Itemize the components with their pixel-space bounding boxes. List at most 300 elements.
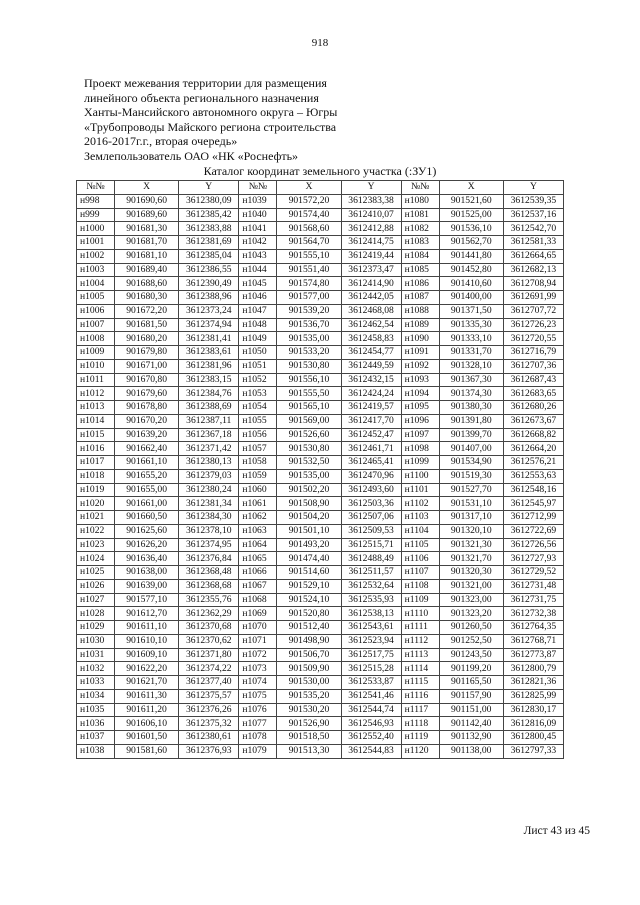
point-id-cell: н1107 [401,566,439,580]
y-coordinate-cell: 3612726,56 [503,538,563,552]
x-coordinate-cell: 901626,20 [115,538,179,552]
table-row [77,208,564,222]
x-coordinate-cell: 901320,30 [439,566,503,580]
table-row [77,442,564,456]
y-coordinate-cell: 3612552,40 [341,731,401,745]
x-coordinate-cell: 901556,10 [277,373,341,387]
y-coordinate-cell: 3612468,08 [341,304,401,318]
y-coordinate-cell: 3612370,62 [179,634,239,648]
x-coordinate-cell: 901410,60 [439,277,503,291]
point-id-cell: н1110 [401,607,439,621]
point-id-cell: н1022 [77,524,115,538]
y-coordinate-cell: 3612523,94 [341,634,401,648]
x-coordinate-cell: 901518,50 [277,731,341,745]
point-id-cell: н1120 [401,744,439,758]
y-coordinate-cell: 3612511,57 [341,566,401,580]
y-coordinate-cell: 3612384,30 [179,511,239,525]
point-id-cell: н1112 [401,634,439,648]
table-row [77,648,564,662]
x-coordinate-cell: 901441,80 [439,249,503,263]
x-coordinate-cell: 901621,70 [115,676,179,690]
point-id-cell: н1106 [401,552,439,566]
y-coordinate-cell: 3612449,59 [341,359,401,373]
header-line: Землепользователь ОАО «НК «Роснефть» [84,148,299,163]
point-id-cell: н1087 [401,291,439,305]
y-coordinate-cell: 3612553,63 [503,469,563,483]
point-id-cell: н1103 [401,511,439,525]
x-coordinate-cell: 901690,60 [115,194,179,208]
x-coordinate-cell: 901661,00 [115,497,179,511]
point-id-cell: н1000 [77,222,115,236]
y-coordinate-cell: 3612376,84 [179,552,239,566]
x-coordinate-cell: 901493,20 [277,538,341,552]
y-coordinate-cell: 3612462,54 [341,318,401,332]
point-id-cell: н1113 [401,648,439,662]
point-id-cell: н1058 [239,456,277,470]
y-coordinate-cell: 3612384,76 [179,387,239,401]
y-coordinate-cell: 3612368,68 [179,579,239,593]
table-row [77,703,564,717]
y-coordinate-cell: 3612410,07 [341,208,401,222]
point-id-cell: н1054 [239,401,277,415]
y-coordinate-cell: 3612830,17 [503,703,563,717]
point-id-cell: н1042 [239,236,277,250]
header-line: Ханты-Мансийского автономного округа – Югры [84,105,338,120]
point-id-cell: н1044 [239,263,277,277]
y-coordinate-cell: 3612488,49 [341,552,401,566]
y-coordinate-cell: 3612379,03 [179,469,239,483]
x-coordinate-cell: 901681,10 [115,249,179,263]
x-coordinate-cell: 901520,80 [277,607,341,621]
x-coordinate-cell: 901565,10 [277,401,341,415]
y-coordinate-cell: 3612539,35 [503,194,563,208]
point-id-cell: н1026 [77,579,115,593]
page-number: 918 [311,37,329,49]
y-coordinate-cell: 3612381,69 [179,236,239,250]
x-coordinate-cell: 901681,30 [115,222,179,236]
x-coordinate-cell: 901529,10 [277,579,341,593]
x-coordinate-cell: 901157,90 [439,689,503,703]
table-row [77,263,564,277]
point-id-cell: н1045 [239,277,277,291]
x-coordinate-cell: 901506,70 [277,648,341,662]
x-coordinate-cell: 901574,40 [277,208,341,222]
table-row [77,277,564,291]
table-body [77,194,564,758]
x-coordinate-cell: 901508,90 [277,497,341,511]
point-id-cell: н1020 [77,497,115,511]
table-row [77,717,564,731]
x-coordinate-cell: 901680,30 [115,291,179,305]
x-coordinate-cell: 901474,40 [277,552,341,566]
x-coordinate-cell: 901689,60 [115,208,179,222]
x-coordinate-cell: 901317,10 [439,511,503,525]
point-id-cell: н1098 [401,442,439,456]
y-coordinate-cell: 3612691,99 [503,291,563,305]
table-row [77,318,564,332]
point-id-cell: н1004 [77,277,115,291]
x-coordinate-cell: 901513,30 [277,744,341,758]
x-coordinate-cell: 901243,50 [439,648,503,662]
x-coordinate-cell: 901391,80 [439,414,503,428]
table-header-row [77,181,564,195]
y-coordinate-cell: 3612375,32 [179,717,239,731]
point-id-cell: н1084 [401,249,439,263]
x-coordinate-cell: 901533,20 [277,346,341,360]
y-coordinate-cell: 3612732,38 [503,607,563,621]
point-id-cell: н1090 [401,332,439,346]
x-coordinate-cell: 901530,20 [277,703,341,717]
x-coordinate-cell: 901662,40 [115,442,179,456]
y-coordinate-cell: 3612367,18 [179,428,239,442]
x-coordinate-cell: 901165,50 [439,676,503,690]
table-row [77,689,564,703]
point-id-cell: н1009 [77,346,115,360]
point-id-cell: н1064 [239,538,277,552]
point-id-cell: н1060 [239,483,277,497]
point-id-cell: н1011 [77,373,115,387]
table-row [77,222,564,236]
x-coordinate-cell: 901521,60 [439,194,503,208]
point-id-cell: н1088 [401,304,439,318]
point-id-cell: н1115 [401,676,439,690]
x-coordinate-cell: 901525,00 [439,208,503,222]
point-id-cell: н1071 [239,634,277,648]
table-row [77,634,564,648]
point-id-cell: н1083 [401,236,439,250]
point-id-cell: н1036 [77,717,115,731]
x-coordinate-cell: 901539,20 [277,304,341,318]
x-coordinate-cell: 901504,20 [277,511,341,525]
y-coordinate-cell: 3612683,65 [503,387,563,401]
point-id-cell: н1017 [77,456,115,470]
point-id-cell: н1034 [77,689,115,703]
x-coordinate-cell: 901534,90 [439,456,503,470]
y-coordinate-cell: 3612381,96 [179,359,239,373]
y-coordinate-cell: 3612542,70 [503,222,563,236]
x-coordinate-cell: 901609,10 [115,648,179,662]
point-id-cell: н1002 [77,249,115,263]
y-coordinate-cell: 3612385,42 [179,208,239,222]
y-coordinate-cell: 3612503,36 [341,497,401,511]
x-coordinate-cell: 901138,00 [439,744,503,758]
point-id-cell: н1006 [77,304,115,318]
y-coordinate-cell: 3612673,67 [503,414,563,428]
table-row [77,236,564,250]
y-coordinate-cell: 3612726,23 [503,318,563,332]
x-coordinate-cell: 901335,30 [439,318,503,332]
x-coordinate-cell: 901679,80 [115,346,179,360]
x-coordinate-cell: 901333,10 [439,332,503,346]
point-id-cell: н1016 [77,442,115,456]
point-id-cell: н1101 [401,483,439,497]
x-coordinate-cell: 901502,20 [277,483,341,497]
table-row [77,373,564,387]
header-line: 2016-2017г.г., вторая очередь» [84,134,238,149]
y-coordinate-cell: 3612470,96 [341,469,401,483]
y-coordinate-cell: 3612722,69 [503,524,563,538]
document-header [84,76,584,164]
y-coordinate-cell: 3612576,21 [503,456,563,470]
y-coordinate-cell: 3612800,45 [503,731,563,745]
x-coordinate-cell: 901581,60 [115,744,179,758]
point-id-cell: н1067 [239,579,277,593]
y-coordinate-cell: 3612731,48 [503,579,563,593]
x-coordinate-cell: 901530,00 [277,676,341,690]
point-id-cell: н1093 [401,373,439,387]
column-header: №№ [401,181,439,195]
x-coordinate-cell: 901321,00 [439,579,503,593]
x-coordinate-cell: 901535,00 [277,332,341,346]
x-coordinate-cell: 901524,10 [277,593,341,607]
x-coordinate-cell: 901530,80 [277,359,341,373]
point-id-cell: н1051 [239,359,277,373]
x-coordinate-cell: 901555,50 [277,387,341,401]
point-id-cell: н1040 [239,208,277,222]
point-id-cell: н999 [77,208,115,222]
point-id-cell: н1094 [401,387,439,401]
point-id-cell: н1077 [239,717,277,731]
x-coordinate-cell: 901532,50 [277,456,341,470]
point-id-cell: н1082 [401,222,439,236]
point-id-cell: н1108 [401,579,439,593]
point-id-cell: н1104 [401,524,439,538]
table-row [77,469,564,483]
y-coordinate-cell: 3612720,55 [503,332,563,346]
column-header: X [439,181,503,195]
x-coordinate-cell: 901564,70 [277,236,341,250]
x-coordinate-cell: 901610,10 [115,634,179,648]
point-id-cell: н1025 [77,566,115,580]
y-coordinate-cell: 3612544,74 [341,703,401,717]
y-coordinate-cell: 3612390,49 [179,277,239,291]
y-coordinate-cell: 3612517,75 [341,648,401,662]
x-coordinate-cell: 901611,10 [115,621,179,635]
y-coordinate-cell: 3612541,46 [341,689,401,703]
table-row [77,387,564,401]
y-coordinate-cell: 3612707,72 [503,304,563,318]
table-row [77,428,564,442]
y-coordinate-cell: 3612664,65 [503,249,563,263]
point-id-cell: н1063 [239,524,277,538]
x-coordinate-cell: 901526,90 [277,717,341,731]
point-id-cell: н1095 [401,401,439,415]
x-coordinate-cell: 901689,40 [115,263,179,277]
y-coordinate-cell: 3612727,93 [503,552,563,566]
y-coordinate-cell: 3612687,43 [503,373,563,387]
y-coordinate-cell: 3612380,24 [179,483,239,497]
x-coordinate-cell: 901328,10 [439,359,503,373]
x-coordinate-cell: 901569,00 [277,414,341,428]
x-coordinate-cell: 901252,50 [439,634,503,648]
y-coordinate-cell: 3612376,93 [179,744,239,758]
y-coordinate-cell: 3612465,41 [341,456,401,470]
point-id-cell: н1074 [239,676,277,690]
x-coordinate-cell: 901536,70 [277,318,341,332]
point-id-cell: н1117 [401,703,439,717]
x-coordinate-cell: 901380,30 [439,401,503,415]
point-id-cell: н1035 [77,703,115,717]
x-coordinate-cell: 901655,00 [115,483,179,497]
x-coordinate-cell: 901527,70 [439,483,503,497]
x-coordinate-cell: 901661,10 [115,456,179,470]
y-coordinate-cell: 3612414,90 [341,277,401,291]
y-coordinate-cell: 3612509,53 [341,524,401,538]
y-coordinate-cell: 3612381,41 [179,332,239,346]
x-coordinate-cell: 901670,20 [115,414,179,428]
x-coordinate-cell: 901611,30 [115,689,179,703]
point-id-cell: н1052 [239,373,277,387]
y-coordinate-cell: 3612368,48 [179,566,239,580]
point-id-cell: н1080 [401,194,439,208]
y-coordinate-cell: 3612712,99 [503,511,563,525]
x-coordinate-cell: 901530,80 [277,442,341,456]
table-caption: Каталог координат земельного участка (:ЗУ1) [203,164,437,178]
x-coordinate-cell: 901452,80 [439,263,503,277]
x-coordinate-cell: 901374,30 [439,387,503,401]
x-coordinate-cell: 901568,60 [277,222,341,236]
point-id-cell: н1037 [77,731,115,745]
point-id-cell: н1096 [401,414,439,428]
y-coordinate-cell: 3612543,61 [341,621,401,635]
x-coordinate-cell: 901367,30 [439,373,503,387]
x-coordinate-cell: 901681,50 [115,318,179,332]
x-coordinate-cell: 901323,20 [439,607,503,621]
point-id-cell: н1119 [401,731,439,745]
point-id-cell: н1018 [77,469,115,483]
point-id-cell: н1005 [77,291,115,305]
y-coordinate-cell: 3612381,34 [179,497,239,511]
y-coordinate-cell: 3612419,44 [341,249,401,263]
y-coordinate-cell: 3612825,99 [503,689,563,703]
column-header: Y [341,181,401,195]
point-id-cell: н1007 [77,318,115,332]
y-coordinate-cell: 3612432,15 [341,373,401,387]
point-id-cell: н1031 [77,648,115,662]
x-coordinate-cell: 901199,20 [439,662,503,676]
table-row [77,744,564,758]
point-id-cell: н1075 [239,689,277,703]
y-coordinate-cell: 3612375,57 [179,689,239,703]
point-id-cell: н1050 [239,346,277,360]
y-coordinate-cell: 3612664,20 [503,442,563,456]
y-coordinate-cell: 3612729,52 [503,566,563,580]
y-coordinate-cell: 3612680,26 [503,401,563,415]
y-coordinate-cell: 3612764,35 [503,621,563,635]
column-header: Y [179,181,239,195]
y-coordinate-cell: 3612380,09 [179,194,239,208]
point-id-cell: н1048 [239,318,277,332]
x-coordinate-cell: 901535,20 [277,689,341,703]
point-id-cell: н1065 [239,552,277,566]
y-coordinate-cell: 3612515,71 [341,538,401,552]
y-coordinate-cell: 3612383,15 [179,373,239,387]
point-id-cell: н1072 [239,648,277,662]
table-row [77,676,564,690]
header-line: линейного объекта регионального назначения [84,90,319,105]
point-id-cell: н1023 [77,538,115,552]
point-id-cell: н1033 [77,676,115,690]
coordinates-table [76,180,564,759]
x-coordinate-cell: 901681,70 [115,236,179,250]
point-id-cell: н1109 [401,593,439,607]
y-coordinate-cell: 3612355,76 [179,593,239,607]
point-id-cell: н1089 [401,318,439,332]
x-coordinate-cell: 901655,20 [115,469,179,483]
point-id-cell: н1010 [77,359,115,373]
table-row [77,552,564,566]
point-id-cell: н1001 [77,236,115,250]
point-id-cell: н1038 [77,744,115,758]
x-coordinate-cell: 901551,40 [277,263,341,277]
y-coordinate-cell: 3612544,83 [341,744,401,758]
point-id-cell: н1114 [401,662,439,676]
y-coordinate-cell: 3612532,64 [341,579,401,593]
table-row [77,607,564,621]
x-coordinate-cell: 901639,20 [115,428,179,442]
point-id-cell: н1043 [239,249,277,263]
y-coordinate-cell: 3612668,82 [503,428,563,442]
x-coordinate-cell: 901555,10 [277,249,341,263]
x-coordinate-cell: 901660,50 [115,511,179,525]
y-coordinate-cell: 3612362,29 [179,607,239,621]
table-row [77,524,564,538]
y-coordinate-cell: 3612383,38 [341,194,401,208]
sheet-label: Лист 43 из 45 [523,825,590,837]
table-row [77,401,564,415]
point-id-cell: н1014 [77,414,115,428]
y-coordinate-cell: 3612537,16 [503,208,563,222]
column-header: №№ [77,181,115,195]
x-coordinate-cell: 901638,00 [115,566,179,580]
point-id-cell: н1053 [239,387,277,401]
x-coordinate-cell: 901680,20 [115,332,179,346]
x-coordinate-cell: 901400,00 [439,291,503,305]
point-id-cell: н1066 [239,566,277,580]
table-row [77,346,564,360]
point-id-cell: н1118 [401,717,439,731]
point-id-cell: н1105 [401,538,439,552]
point-id-cell: н1028 [77,607,115,621]
x-coordinate-cell: 901331,70 [439,346,503,360]
table-row [77,621,564,635]
table-row [77,497,564,511]
point-id-cell: н1008 [77,332,115,346]
y-coordinate-cell: 3612515,28 [341,662,401,676]
point-id-cell: н1041 [239,222,277,236]
y-coordinate-cell: 3612454,77 [341,346,401,360]
y-coordinate-cell: 3612380,61 [179,731,239,745]
point-id-cell: н1102 [401,497,439,511]
x-coordinate-cell: 901320,10 [439,524,503,538]
point-id-cell: н1061 [239,497,277,511]
y-coordinate-cell: 3612424,24 [341,387,401,401]
x-coordinate-cell: 901688,60 [115,277,179,291]
y-coordinate-cell: 3612387,11 [179,414,239,428]
y-coordinate-cell: 3612419,57 [341,401,401,415]
x-coordinate-cell: 901639,00 [115,579,179,593]
point-id-cell: н1049 [239,332,277,346]
table-row [77,483,564,497]
point-id-cell: н1100 [401,469,439,483]
x-coordinate-cell: 901321,30 [439,538,503,552]
table-row [77,456,564,470]
y-coordinate-cell: 3612458,83 [341,332,401,346]
y-coordinate-cell: 3612682,13 [503,263,563,277]
point-id-cell: н1056 [239,428,277,442]
column-header: Y [503,181,563,195]
x-coordinate-cell: 901512,40 [277,621,341,635]
